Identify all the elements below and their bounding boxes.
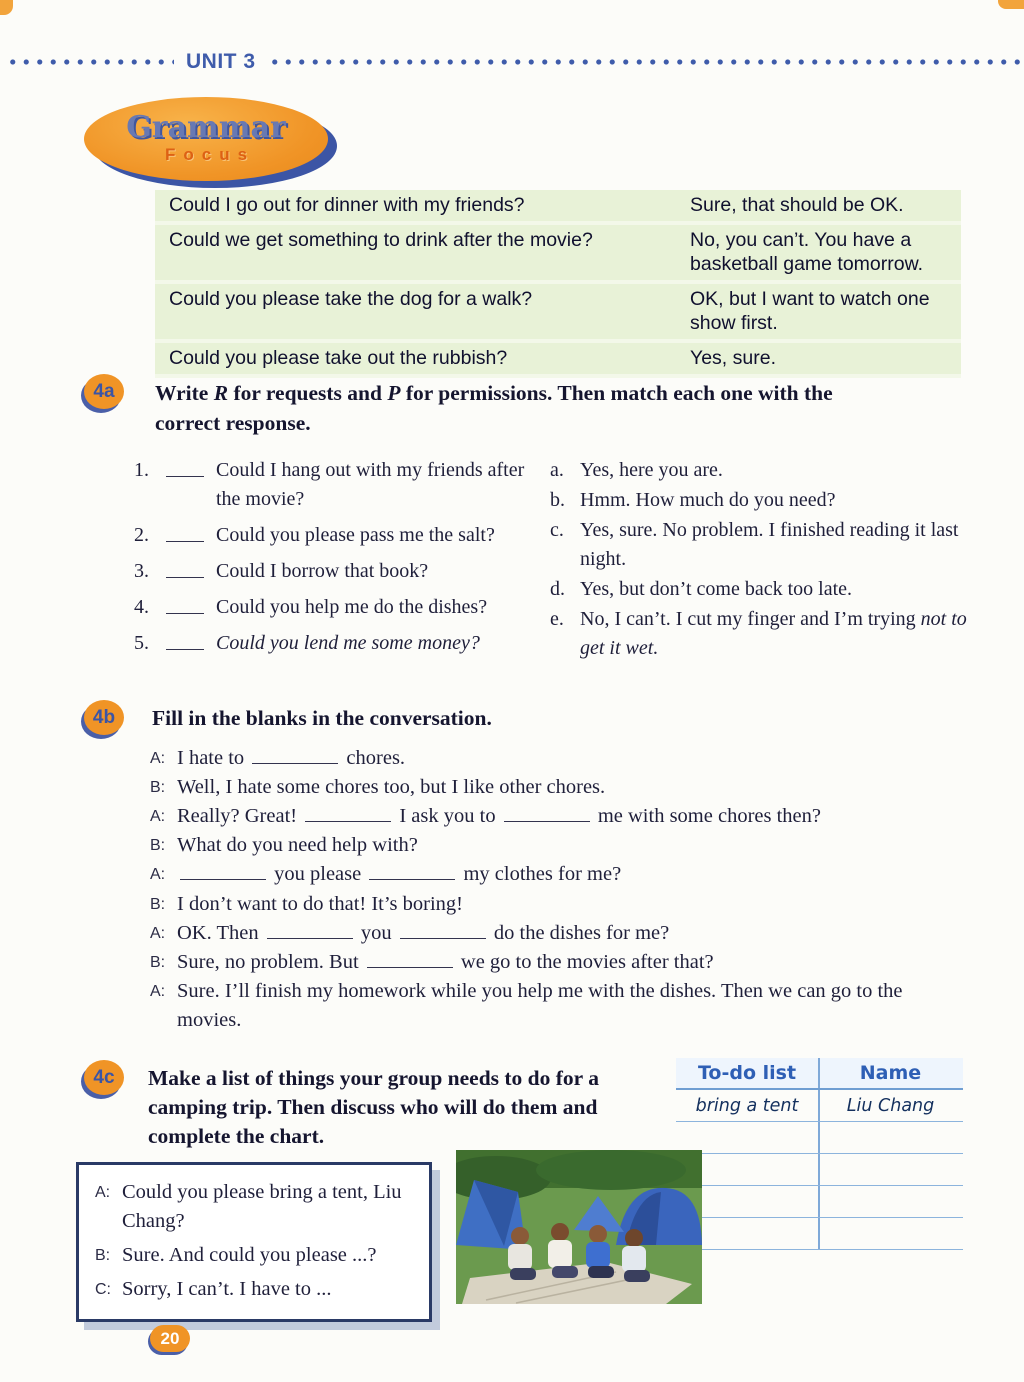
answer-blank [166,629,216,658]
item-number: 3. [134,560,149,582]
dialogue-text: I hate to chores. [177,747,406,769]
conversation-line [150,773,950,802]
item-number: 2. [134,524,149,546]
unit-title: UNIT 3 [186,50,256,73]
todo-table-row [676,1154,963,1186]
conversation-line [150,744,950,773]
grammar-answer: Sure, that should be OK. [690,194,904,216]
response-letter: d. [550,578,565,600]
grammar-answer: Yes, sure. [690,346,776,369]
dialogue-text: Really? Great! I ask you to me with some chores then? [177,805,821,828]
page-corner-decoration [998,0,1024,9]
response-list [550,456,974,665]
unit-header [0,52,1024,72]
conversation-line [150,860,950,889]
dialogue-text: OK. Then you do the dishes for me? [177,921,670,944]
fill-in-blank [369,876,455,880]
conversation-line [150,948,950,977]
section-4c-instructions: Make a list of things your group needs to do for a camping trip. Then discuss who will do them and complete the chart. [148,1066,599,1149]
write-in-line [166,629,204,650]
speaker-label: B: [150,895,166,913]
grammar-focus-badge [84,97,328,181]
grammar-table-row [155,343,961,378]
grammar-answer: OK, but I want to watch one show first. [690,288,930,334]
response-item [550,516,974,574]
dialogue-text: What do you need help with? [177,834,418,857]
speaker-label: C: [95,1281,111,1299]
grammar-table-row [155,225,961,284]
item-text: Could I hang out with my friends after the movie? [216,459,525,510]
write-in-line [166,521,204,542]
response-letter: b. [550,489,565,511]
page-number-badge: 20 [150,1325,190,1352]
grammar-question: Could you please take out the rubbish? [169,346,508,369]
answer-blank [166,456,216,514]
grammar-focus-subtitle: Focus [164,145,256,164]
dialogue-text: Could you please bring a tent, Liu Chang? [122,1181,402,1233]
conversation-line [150,831,950,860]
todo-task-cell: bring a tent [676,1090,820,1121]
fill-in-blank [504,818,590,822]
todo-task-cell [676,1122,820,1153]
grammar-focus-title: Grammar [126,110,286,145]
dialogue-text: Sure, no problem. But we go to the movies after that? [177,950,714,973]
grammar-question: Could I go out for dinner with my friends? [169,194,525,216]
request-item [134,521,536,550]
dotted-rule-left [6,59,174,65]
request-item [134,629,536,658]
todo-table-row [676,1090,963,1122]
write-in-line [166,557,204,578]
fill-in-blank [267,935,353,939]
response-item [550,486,974,515]
dialogue-line [95,1275,415,1304]
speaker-label: A: [95,1184,111,1201]
camping-scene-illustration [456,1150,702,1304]
conversation-line [150,802,950,831]
speaker-label: A: [150,750,166,767]
response-letter: c. [550,519,564,541]
camping-photo [456,1150,702,1304]
speaker-label: A: [150,866,166,884]
response-letter: a. [550,459,564,481]
dialogue-box [76,1162,432,1322]
fill-in-blank [252,760,338,764]
response-text: No, I can’t. I cut my finger and I’m trying not to get it wet. [580,608,967,659]
fill-in-blank [305,818,391,822]
name-col-header: Name [859,1062,922,1084]
item-number: 5. [134,632,149,654]
section-4a-badge: 4a [84,374,124,409]
section-4c-badge: 4c [84,1060,124,1095]
dialogue-text: Sure. I’ll finish my homework while you help me with the dishes. Then we can go to the movies. [177,979,903,1031]
response-text: Yes, here you are. [580,459,723,481]
request-item [134,456,536,514]
todo-table-header [676,1058,963,1090]
speaker-label: B: [95,1247,111,1265]
page-corner-decoration [0,0,13,15]
response-item [550,456,974,485]
answer-blank [166,521,216,550]
section-4a-instructions: Write R for requests and P for permissions. Then match each one with the correct response. [155,381,833,436]
answer-blank [166,557,216,586]
todo-table-row [676,1218,963,1250]
item-text: Could you lend me some money? [216,632,480,654]
grammar-table-row [155,190,961,225]
response-text: Hmm. How much do you need? [580,489,836,511]
section-4b-badge: 4b [84,700,124,735]
todo-table [676,1058,963,1250]
fill-in-blank [367,964,453,968]
response-letter: e. [550,608,564,630]
grammar-question: Could we get something to drink after the movie? [169,229,593,252]
response-item [550,605,974,663]
dialogue-text: Sorry, I can’t. I have to ... [122,1278,332,1301]
dotted-rule-right [268,59,1024,65]
request-item [134,593,536,622]
conversation [150,744,950,1035]
response-text: Yes, sure. No problem. I finished reading it last night. [580,519,959,570]
todo-name-cell: Liu Chang [846,1095,935,1116]
dialogue-text: Well, I hate some chores too, but I like other chores. [177,776,606,799]
speaker-label: B: [150,837,166,855]
dialogue-text: Sure. And could you please ...? [122,1244,377,1267]
grammar-question: Could you please take the dog for a walk? [169,288,533,311]
item-number: 1. [134,459,149,481]
grammar-focus-table [155,190,961,378]
dialogue-text: I don’t want to do that! It’s boring! [177,892,464,915]
badge-face [84,97,328,181]
item-text: Could you please pass me the salt? [216,524,495,546]
dialogue-text: you please my clothes for me? [177,860,950,889]
matching-exercise [134,456,974,665]
item-text: Could I borrow that book? [216,560,429,582]
speaker-label: B: [150,779,166,797]
speaker-label: A: [150,808,166,826]
section-4b-instructions: Fill in the blanks in the conversation. [152,706,492,730]
todo-table-row [676,1122,963,1154]
speaker-label: A: [150,924,166,942]
speaker-label: B: [150,953,166,971]
todo-table-row [676,1186,963,1218]
item-text: Could you help me do the dishes? [216,596,488,618]
fill-in-blank [400,935,486,939]
grammar-table-row [155,284,961,343]
response-text: Yes, but don’t come back too late. [580,578,853,600]
dialogue-line [95,1241,415,1270]
conversation-line [150,919,950,948]
response-item [550,575,974,604]
answer-blank [166,593,216,622]
request-list [134,456,536,665]
item-number: 4. [134,596,149,618]
write-in-line [166,456,204,477]
todo-col-header: To-do list [676,1058,820,1088]
conversation-line [150,977,950,1035]
write-in-line [166,593,204,614]
request-item [134,557,536,586]
conversation-line [150,890,950,919]
dialogue-line [95,1178,415,1236]
grammar-answer: No, you can’t. You have a basketball game tomorrow. [690,229,924,275]
fill-in-blank [180,876,266,880]
speaker-label: A: [150,982,166,1000]
